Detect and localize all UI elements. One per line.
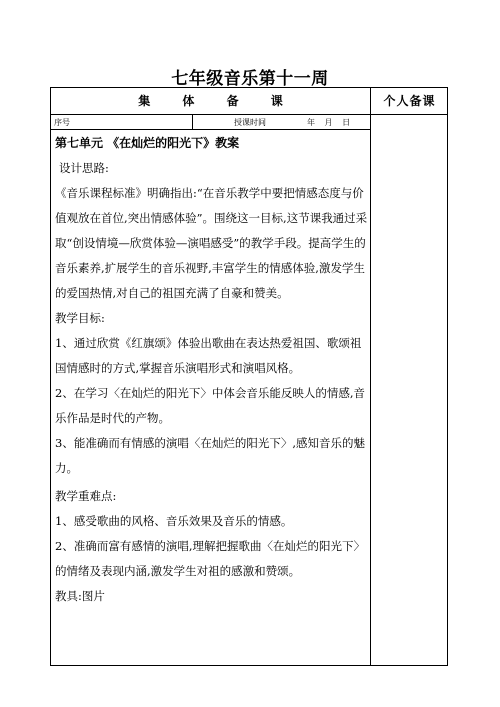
goals-label: 教学目标: bbox=[55, 311, 105, 325]
meta-separator bbox=[192, 115, 193, 130]
header-divider bbox=[51, 114, 447, 115]
lesson-heading: 第七单元 《在灿烂的阳光下》教案 bbox=[55, 136, 240, 150]
column-divider bbox=[370, 88, 371, 665]
collective-prep-header: 集 体 备 课 bbox=[138, 94, 297, 108]
design-label: 设计思路: bbox=[59, 161, 109, 175]
personal-prep-header: 个人备课 bbox=[383, 94, 436, 108]
key-point-item: 2、准确而富有感情的演唱,理解把握歌曲〈在灿烂的阳光下〉的情绪及表现内涵,激发学生对祖的感激和赞颂。 bbox=[55, 539, 365, 578]
lesson-date-label: 年 月 日 bbox=[307, 118, 351, 127]
seq-label: 序号 bbox=[54, 118, 70, 127]
page-title: 七年级音乐第十一周 bbox=[171, 69, 329, 89]
lesson-content bbox=[55, 132, 368, 609]
key-point-item: 1、感受歌曲的风格、音乐效果及音乐的情感。 bbox=[55, 514, 293, 528]
teaching-tools: 教具:图片 bbox=[55, 589, 105, 603]
key-points-label: 教学重难点: bbox=[55, 489, 117, 503]
goal-item: 2、在学习〈在灿烂的阳光下〉中体会音乐能反映人的情感,音乐作品是时代的产物。 bbox=[55, 386, 365, 425]
lesson-plan-table bbox=[50, 87, 448, 666]
design-text: 《音乐课程标准》明确指出:“在音乐教学中要把情感态度与价值观放在首位,突出情感体验”。围绕这一目标,这节课我通过采取“创设情境—欣赏体验—演唱感受”的教学手段。提高学生的音乐素养,扩展学生的音乐视野,丰富学生的情感体验,激发学生的爱国热情,对自己的祖国充满了自豪和赞美。 bbox=[55, 186, 368, 300]
goal-item: 3、能准确而有情感的演唱〈在灿烂的阳光下〉,感知音乐的魅力。 bbox=[55, 436, 365, 475]
lesson-time-label: 授课时间 bbox=[234, 118, 266, 127]
goal-item: 1、通过欣赏《红旗颂》体验出歌曲在表达热爱祖国、歌颂祖国情感时的方式,掌握音乐演唱形式和演唱风格。 bbox=[55, 336, 362, 375]
meta-divider bbox=[51, 129, 370, 130]
